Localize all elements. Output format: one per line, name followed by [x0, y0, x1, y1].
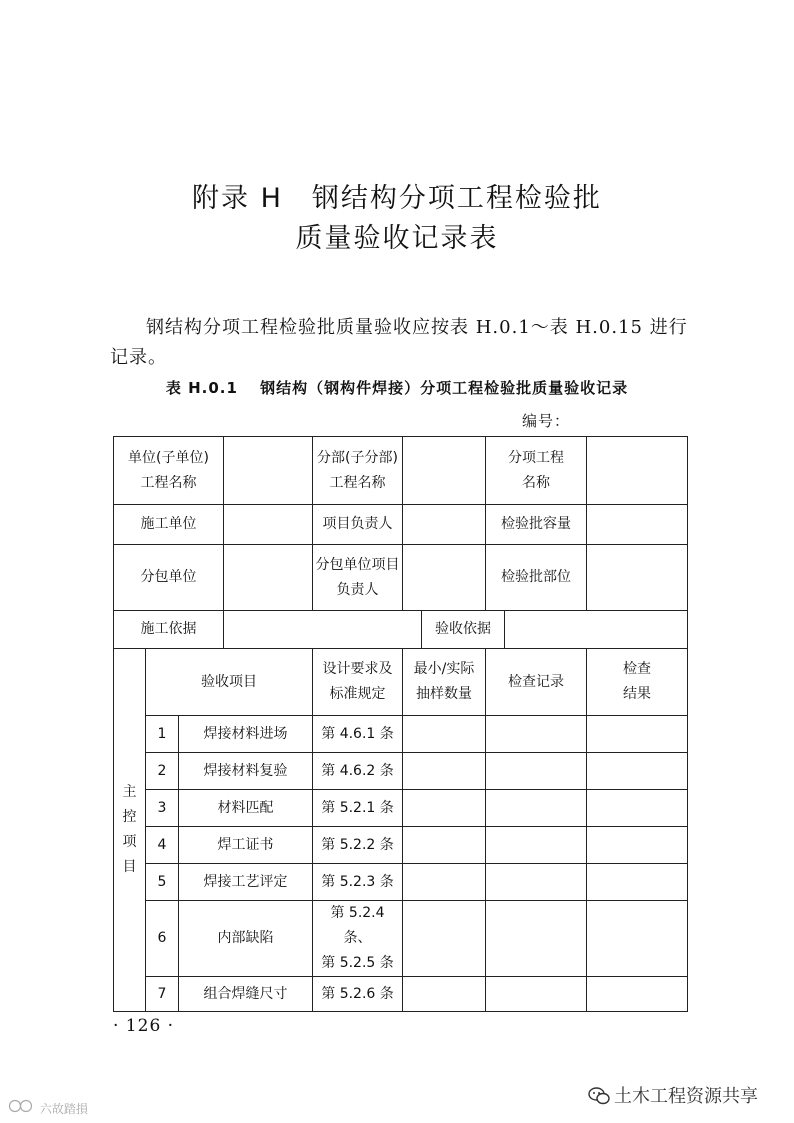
division-name-label: 分部(子分部) 工程名称 — [313, 437, 403, 505]
row-number: 1 — [146, 716, 179, 753]
row-record-value[interactable] — [486, 753, 587, 790]
batch-location-label: 检验批部位 — [486, 545, 587, 611]
appendix-title-line1: 附录 H 钢结构分项工程检验批 — [192, 183, 602, 214]
table-caption: 表 H.0.1 钢结构（钢构件焊接）分项工程检验批质量验收记录 — [165, 379, 629, 397]
row-sample-value[interactable] — [403, 827, 486, 864]
row-record-value[interactable] — [486, 716, 587, 753]
unit-name-label: 单位(子单位) 工程名称 — [114, 437, 224, 505]
col-header-design: 设计要求及 标准规定 — [313, 649, 403, 716]
sub-manager-value[interactable] — [403, 545, 486, 611]
table-row — [114, 753, 688, 790]
unit-name-value[interactable] — [224, 437, 313, 505]
watermark-left-text: 六故踏損 — [39, 1102, 88, 1116]
acceptance-record-table — [113, 436, 688, 1012]
row-clause: 第 5.2.6 条 — [313, 977, 403, 1012]
table-row — [114, 901, 688, 977]
row-record-value[interactable] — [486, 790, 587, 827]
construction-unit-value[interactable] — [224, 505, 313, 545]
row-number: 4 — [146, 827, 179, 864]
subcontractor-label: 分包单位 — [114, 545, 224, 611]
row-number: 2 — [146, 753, 179, 790]
acceptance-basis-value[interactable] — [505, 611, 688, 649]
table-row — [114, 864, 688, 901]
row-clause: 第 5.2.4 条、 第 5.2.5 条 — [313, 901, 403, 977]
subcontractor-value[interactable] — [224, 545, 313, 611]
row-clause: 第 5.2.2 条 — [313, 827, 403, 864]
table-row — [114, 977, 688, 1012]
construction-basis-label: 施工依据 — [114, 611, 224, 649]
row-clause: 第 5.2.3 条 — [313, 864, 403, 901]
row-record-value[interactable] — [486, 977, 587, 1012]
row-result-value[interactable] — [587, 864, 688, 901]
row-clause: 第 4.6.2 条 — [313, 753, 403, 790]
row-clause: 第 4.6.1 条 — [313, 716, 403, 753]
row-number: 5 — [146, 864, 179, 901]
row-item-name: 焊接材料进场 — [179, 716, 313, 753]
row-record-value[interactable] — [486, 901, 587, 977]
item-name-value[interactable] — [587, 437, 688, 505]
acceptance-basis-label: 验收依据 — [422, 611, 505, 649]
row-result-value[interactable] — [587, 977, 688, 1012]
col-header-record: 检查记录 — [486, 649, 587, 716]
row-number: 3 — [146, 790, 179, 827]
item-name-label: 分项工程 名称 — [486, 437, 587, 505]
page-number: · 126 · — [113, 1016, 175, 1036]
row-item-name: 组合焊缝尺寸 — [179, 977, 313, 1012]
row-result-value[interactable] — [587, 901, 688, 977]
row-result-value[interactable] — [587, 790, 688, 827]
division-name-value[interactable] — [403, 437, 486, 505]
row-item-name: 焊接工艺评定 — [179, 864, 313, 901]
row-sample-value[interactable] — [403, 753, 486, 790]
intro-paragraph: 钢结构分项工程检验批质量验收应按表 H.0.1～表 H.0.15 进行记录。 — [110, 317, 688, 368]
col-header-result: 检查 结果 — [587, 649, 688, 716]
row-item-name: 焊接材料复验 — [179, 753, 313, 790]
row-result-value[interactable] — [587, 753, 688, 790]
row-result-value[interactable] — [587, 716, 688, 753]
row-sample-value[interactable] — [403, 790, 486, 827]
row-number: 6 — [146, 901, 179, 977]
serial-number-label: 编号： — [522, 412, 571, 430]
construction-basis-value[interactable] — [224, 611, 422, 649]
watermark-left — [8, 1099, 88, 1117]
row-sample-value[interactable] — [403, 864, 486, 901]
batch-location-value[interactable] — [587, 545, 688, 611]
appendix-title-line2: 质量验收记录表 — [295, 223, 499, 254]
col-header-item: 验收项目 — [146, 649, 313, 716]
row-clause: 第 5.2.1 条 — [313, 790, 403, 827]
main-control-items-label: 主 控 项 目 — [114, 649, 146, 1012]
project-manager-value[interactable] — [403, 505, 486, 545]
sub-manager-label: 分包单位项目 负责人 — [313, 545, 403, 611]
wechat-icon — [588, 1086, 610, 1106]
project-manager-label: 项目负责人 — [313, 505, 403, 545]
row-sample-value[interactable] — [403, 901, 486, 977]
batch-capacity-value[interactable] — [587, 505, 688, 545]
row-number: 7 — [146, 977, 179, 1012]
construction-unit-label: 施工单位 — [114, 505, 224, 545]
batch-capacity-label: 检验批容量 — [486, 505, 587, 545]
table-row — [114, 827, 688, 864]
table-row — [114, 716, 688, 753]
watermark-right — [588, 1082, 758, 1108]
row-item-name: 内部缺陷 — [179, 901, 313, 977]
row-item-name: 材料匹配 — [179, 790, 313, 827]
row-sample-value[interactable] — [403, 716, 486, 753]
col-header-sample: 最小/实际 抽样数量 — [403, 649, 486, 716]
row-sample-value[interactable] — [403, 977, 486, 1012]
table-row — [114, 790, 688, 827]
row-record-value[interactable] — [486, 864, 587, 901]
row-result-value[interactable] — [587, 827, 688, 864]
watermark-right-text: 土木工程资源共享 — [614, 1086, 758, 1107]
logo-icon — [8, 1099, 36, 1113]
row-record-value[interactable] — [486, 827, 587, 864]
row-item-name: 焊工证书 — [179, 827, 313, 864]
